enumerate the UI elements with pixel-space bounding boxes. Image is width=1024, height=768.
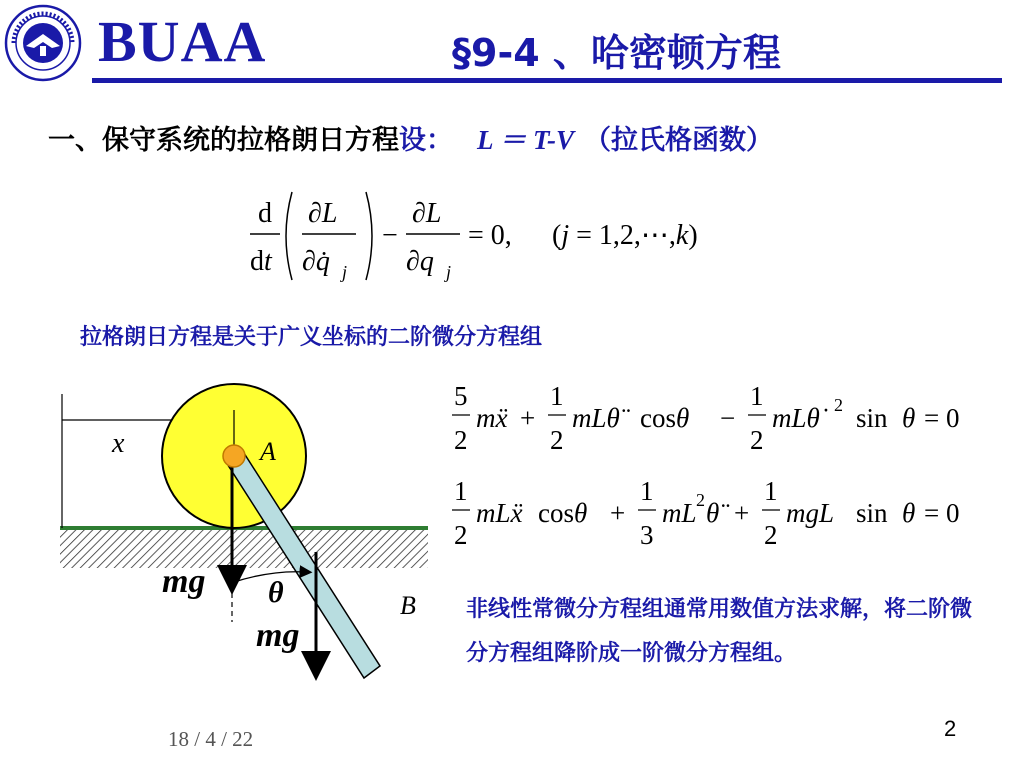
svg-text:+: + — [520, 403, 536, 433]
svg-text:mLθ̇: mLθ̇ — [772, 403, 820, 433]
svg-text:(j = 1,2,⋯,k): (j = 1,2,⋯,k) — [552, 220, 698, 251]
svg-text:cosθ: cosθ — [538, 498, 588, 528]
svg-text:+: + — [610, 498, 626, 528]
svg-text:2: 2 — [834, 395, 843, 415]
svg-text:mLθ̈: mLθ̈ — [572, 403, 620, 433]
svg-text:−: − — [382, 220, 398, 251]
svg-text:mgL: mgL — [786, 498, 835, 528]
svg-text:2: 2 — [454, 520, 468, 550]
svg-text:= 0: = 0 — [924, 403, 960, 433]
heading — [48, 118, 773, 157]
title-rule — [92, 78, 1002, 83]
brand-name: BUAA — [98, 9, 267, 74]
svg-text:1: 1 — [764, 476, 778, 506]
university-seal-logo — [4, 4, 82, 82]
svg-text:2: 2 — [750, 425, 764, 455]
equation-of-motion-1 — [448, 375, 988, 465]
svg-text:dt: dt — [250, 246, 272, 277]
page-number: 2 — [944, 716, 957, 741]
svg-text:mLẍ: mLẍ — [476, 498, 523, 528]
svg-text:sin: sin — [856, 498, 888, 528]
svg-text:−: − — [720, 403, 736, 433]
lagrange-equation — [240, 182, 780, 292]
heading-text: 一、保守系统的拉格朗日方程 — [48, 125, 399, 156]
lagrangian-definition: L ＝ T-V — [477, 125, 575, 155]
svg-text:j: j — [446, 262, 452, 282]
svg-text:1: 1 — [750, 381, 764, 411]
label-b: B — [400, 591, 416, 620]
svg-text:cosθ: cosθ — [640, 403, 690, 433]
setup-label: 设： — [399, 125, 453, 156]
svg-text:1: 1 — [454, 476, 468, 506]
lagrangian-note: （拉氏格函数） — [584, 125, 774, 156]
svg-text:sin: sin — [856, 403, 888, 433]
svg-text:∂L: ∂L — [308, 198, 338, 229]
svg-text:j: j — [342, 262, 348, 282]
svg-text:θ: θ — [902, 498, 916, 528]
svg-text:θ: θ — [902, 403, 916, 433]
label-mg-rod: mg — [256, 617, 300, 654]
svg-text:∂L: ∂L — [412, 198, 442, 229]
svg-text:θ̈: θ̈ — [706, 498, 720, 528]
equation-of-motion-2 — [448, 470, 988, 560]
svg-text:d: d — [258, 198, 272, 229]
numerical-solution-note: 非线性常微分方程组通常用数值方法求解，将二阶微分方程组降阶成一阶微分方程组。 — [466, 597, 973, 666]
svg-text:2: 2 — [696, 490, 705, 510]
label-x: x — [112, 428, 125, 459]
svg-text:1: 1 — [550, 381, 564, 411]
svg-text:+: + — [734, 498, 750, 528]
svg-text:2: 2 — [550, 425, 564, 455]
svg-text:= 0,: = 0, — [468, 220, 512, 251]
svg-text:2: 2 — [764, 520, 778, 550]
svg-text:= 0: = 0 — [924, 498, 960, 528]
svg-text:2: 2 — [454, 425, 468, 455]
svg-text:5: 5 — [454, 381, 468, 411]
label-a: A — [260, 437, 276, 466]
svg-text:3: 3 — [640, 520, 654, 550]
svg-text:∂q: ∂q — [406, 246, 434, 277]
svg-text:∂q̇: ∂q̇ — [302, 246, 330, 277]
label-theta: θ — [268, 576, 284, 609]
slide-date: 18 / 4 / 22 — [168, 727, 254, 751]
section-title: §9-4 、哈密顿方程 — [452, 31, 781, 75]
svg-text:mẍ: mẍ — [476, 403, 508, 433]
svg-text:1: 1 — [640, 476, 654, 506]
ground-hatch — [60, 530, 428, 568]
label-mg-disk: mg — [162, 563, 206, 600]
pin-a — [223, 445, 245, 467]
disk-rod-diagram — [40, 370, 440, 710]
equation-caption: 拉格朗日方程是关于广义坐标的二阶微分方程组 — [80, 325, 543, 350]
svg-text:mL: mL — [662, 498, 697, 528]
